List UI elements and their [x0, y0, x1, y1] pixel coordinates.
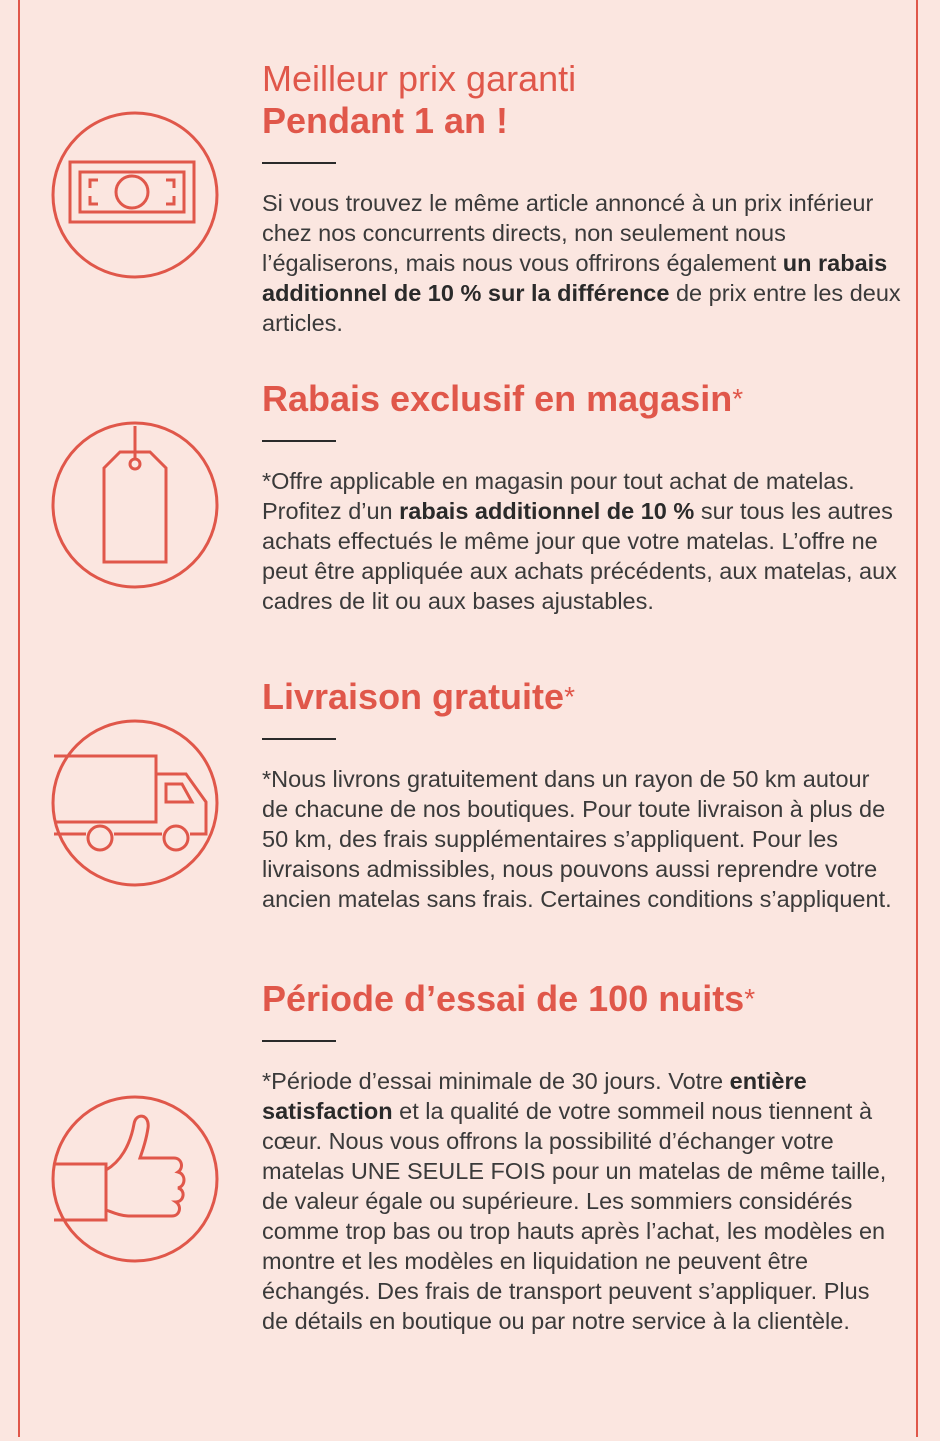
- price-tag-icon: [50, 420, 220, 590]
- section-description: Si vous trouvez le même article annoncé à un prix inférieur chez nos concurrents directs, non seulement nous l’égaliserons, mais nous vous offrirons également un rabais additionnel de 10 % sur la différence de prix entre les deux articles.: [262, 190, 901, 336]
- delivery-truck-icon: [50, 718, 220, 888]
- section-title-line2: Pendant 1 an !: [262, 100, 509, 141]
- section-title: Rabais exclusif en magasin*: [262, 378, 744, 419]
- divider: [262, 1040, 336, 1042]
- section-title: Livraison gratuite*: [262, 676, 575, 717]
- section-description: *Période d’essai minimale de 30 jours. Votre entière satisfaction et la qualité de votre sommeil nous tiennent à cœur. Nous vous offrons la possibilité d’échanger votre matelas UNE SEULE FOIS pour un matelas de même taille, de valeur égale ou supérieure. Les sommiers considérés comme trop bas ou trop hauts après l’achat, les modèles en montre et les modèles en liquidation ne peuvent être échangés. Des frais de transport peuvent s’appliquer. Plus de détails en boutique ou par notre service à la clientèle.: [262, 1068, 887, 1334]
- section-description: *Offre applicable en magasin pour tout achat de matelas. Profitez d’un rabais additionnel de 10 % sur tous les autres achats effectués le même jour que votre matelas. L’offre ne peut être appliquée aux achats précédents, aux matelas, aux cadres de lit ou aux bases ajustables.: [262, 468, 897, 614]
- section-store-discount: [262, 378, 902, 616]
- section-title: Période d’essai de 100 nuits*: [262, 978, 756, 1019]
- section-description: *Nous livrons gratuitement dans un rayon de 50 km autour de chacune de nos boutiques. Pour toute livraison à plus de 50 km, des frais supplémentaires s’appliquent. Pour les livraisons admissibles, nous pouvons aussi reprendre votre ancien matelas sans frais. Certaines conditions s’appliquent.: [262, 766, 892, 912]
- section-price-guarantee: [262, 58, 902, 338]
- divider: [262, 738, 336, 740]
- divider: [262, 440, 336, 442]
- section-free-delivery: [262, 676, 902, 914]
- money-bill-icon: [50, 110, 220, 280]
- section-trial-period: [262, 978, 902, 1336]
- divider: [262, 162, 336, 164]
- section-title-line1: Meilleur prix garanti: [262, 58, 577, 99]
- thumbs-up-icon: [50, 1094, 220, 1264]
